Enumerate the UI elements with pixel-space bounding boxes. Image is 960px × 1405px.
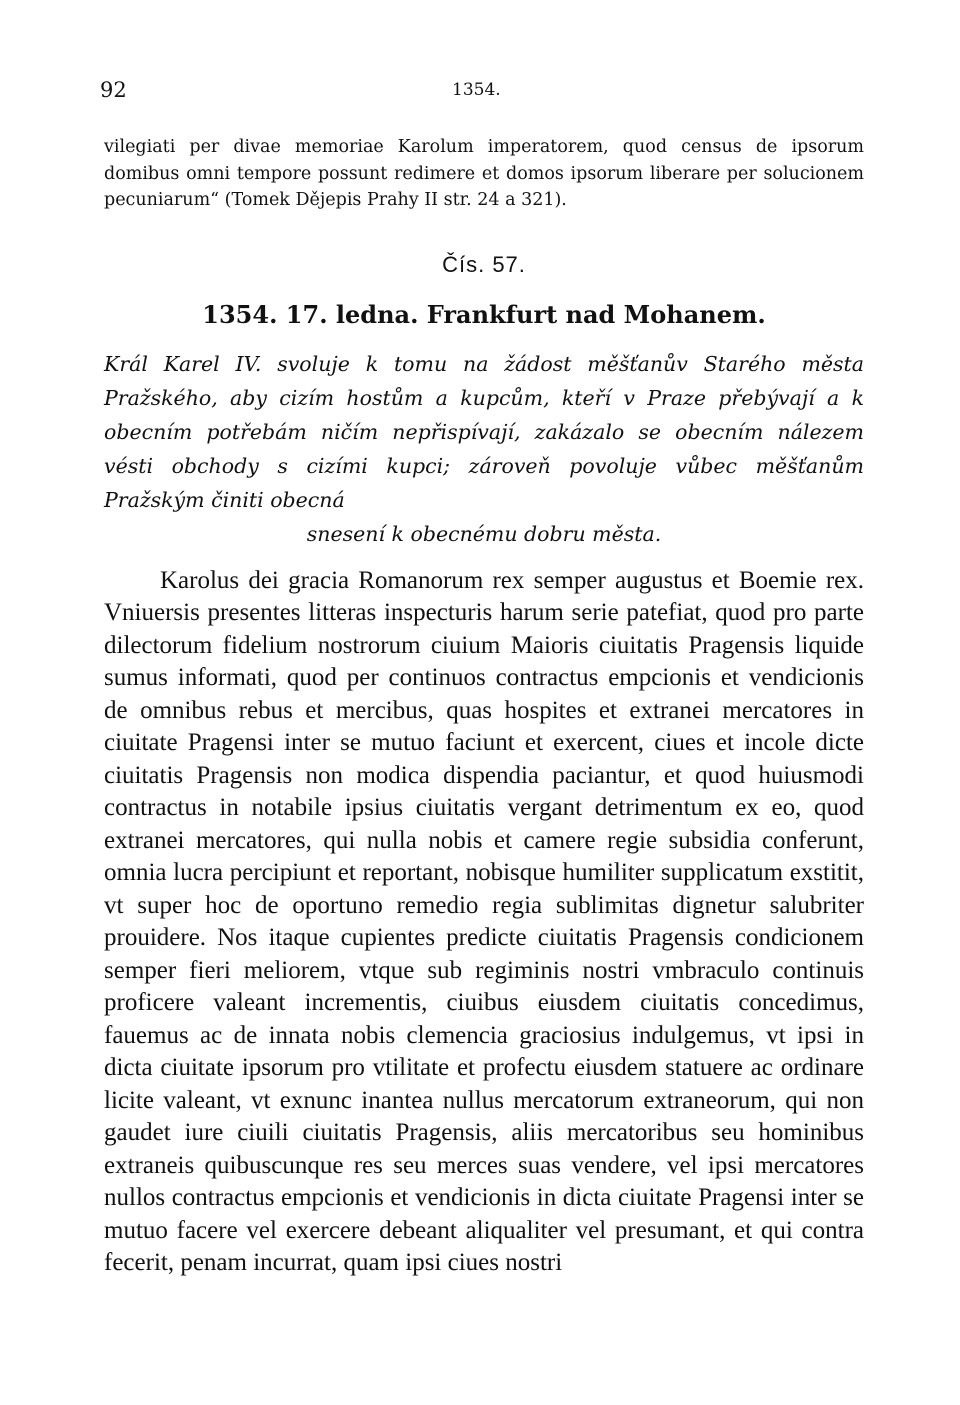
intro-paragraph: vilegiati per divae memoriae Karolum imperatorem, quod census de ipsorum domibus omni tempore possunt redimere et domos ipsorum liberare per solucionem pecuniarum“ (Tomek Dějepis Prahy II str. 24 a 321). [104,137,864,210]
running-header [100,78,864,106]
header-year: 1354. [452,80,501,100]
document-page [100,78,864,1280]
page-number: 92 [100,78,127,102]
charter-text: Karolus dei gracia Romanorum rex semper augustus et Boemie rex. Vniuersis presentes litteras inspecturis harum serie patefiat, quod pro parte dilectorum fidelium nostrorum ciuium Maioris ciuitatis Pragensis liquide sumus informati, quod per continuos contractus empcionis et vendicionis de omnibus rebus et mercibus, quas hospites et extranei mercatores in ciuitate Pragensi inter se mutuo faciunt et exercent, ciues et incole dicte ciuitatis Pragensis non modica dispendia paciantur, et quod huiusmodi contractus in notabile ipsius ciuitatis vergant detrimentum ex eo, quod extranei mercatores, qui nulla nobis et camere regie subsidia conferunt, omnia lucra percipiunt et reportant, nobisque humiliter supplicatum exstitit, vt super hoc de oportuno remedio regia sublimitas dignetur salubriter prouidere. Nos itaque cupientes predicte ciuitatis Pragensis condicionem semper fieri meliorem, vtque sub regiminis nostri vmbraculo continuis proficere valeant incrementis, ciuibus eiusdem ciuitatis concedimus, fauemus ac de innata nobis clemencia graciosius indulgemus, vt ipsi in dicta ciuitate ipsorum pro vtilitate et profectu eiusdem statuere ac ordinare licite valeant, vt exnunc inantea nullus mercatorum extraneorum, qui non gaudet iure ciuili ciuitatis Pragensis, aliis mercatoribus seu hominibus extraneis quibuscunque res seu merces suas vendere, vel ipsi mercatores nullos contractus empcionis et vendicionis in dicta ciuitate Pragensi inter se mutuo facere vel exercere debeant aliqualiter vel presumant, et qui contra fecerit, penam incurrat, quam ipsi ciues nostri [104,566,864,1276]
regest-text: Král Karel IV. svoluje k tomu na žádost měšťanův Starého města Pražského, aby cizím hostům a kupcům, kteří v Praze přebývají a k obecním potřebám ničím nepřispívají, zakázalo se obecním nálezem vésti obchody s cizími kupci; zároveň povoluje vůbec měšťanům Pražským činiti obecná [104,351,864,512]
regest-last-line: snesení k obecnému dobru města. [306,521,662,546]
regest-summary [104,347,864,551]
charter-body [104,565,864,1280]
document-number: Čís. 57. [442,251,526,277]
dateline-heading: 1354. 17. ledna. Frankfurt nad Mohanem. [202,299,766,329]
